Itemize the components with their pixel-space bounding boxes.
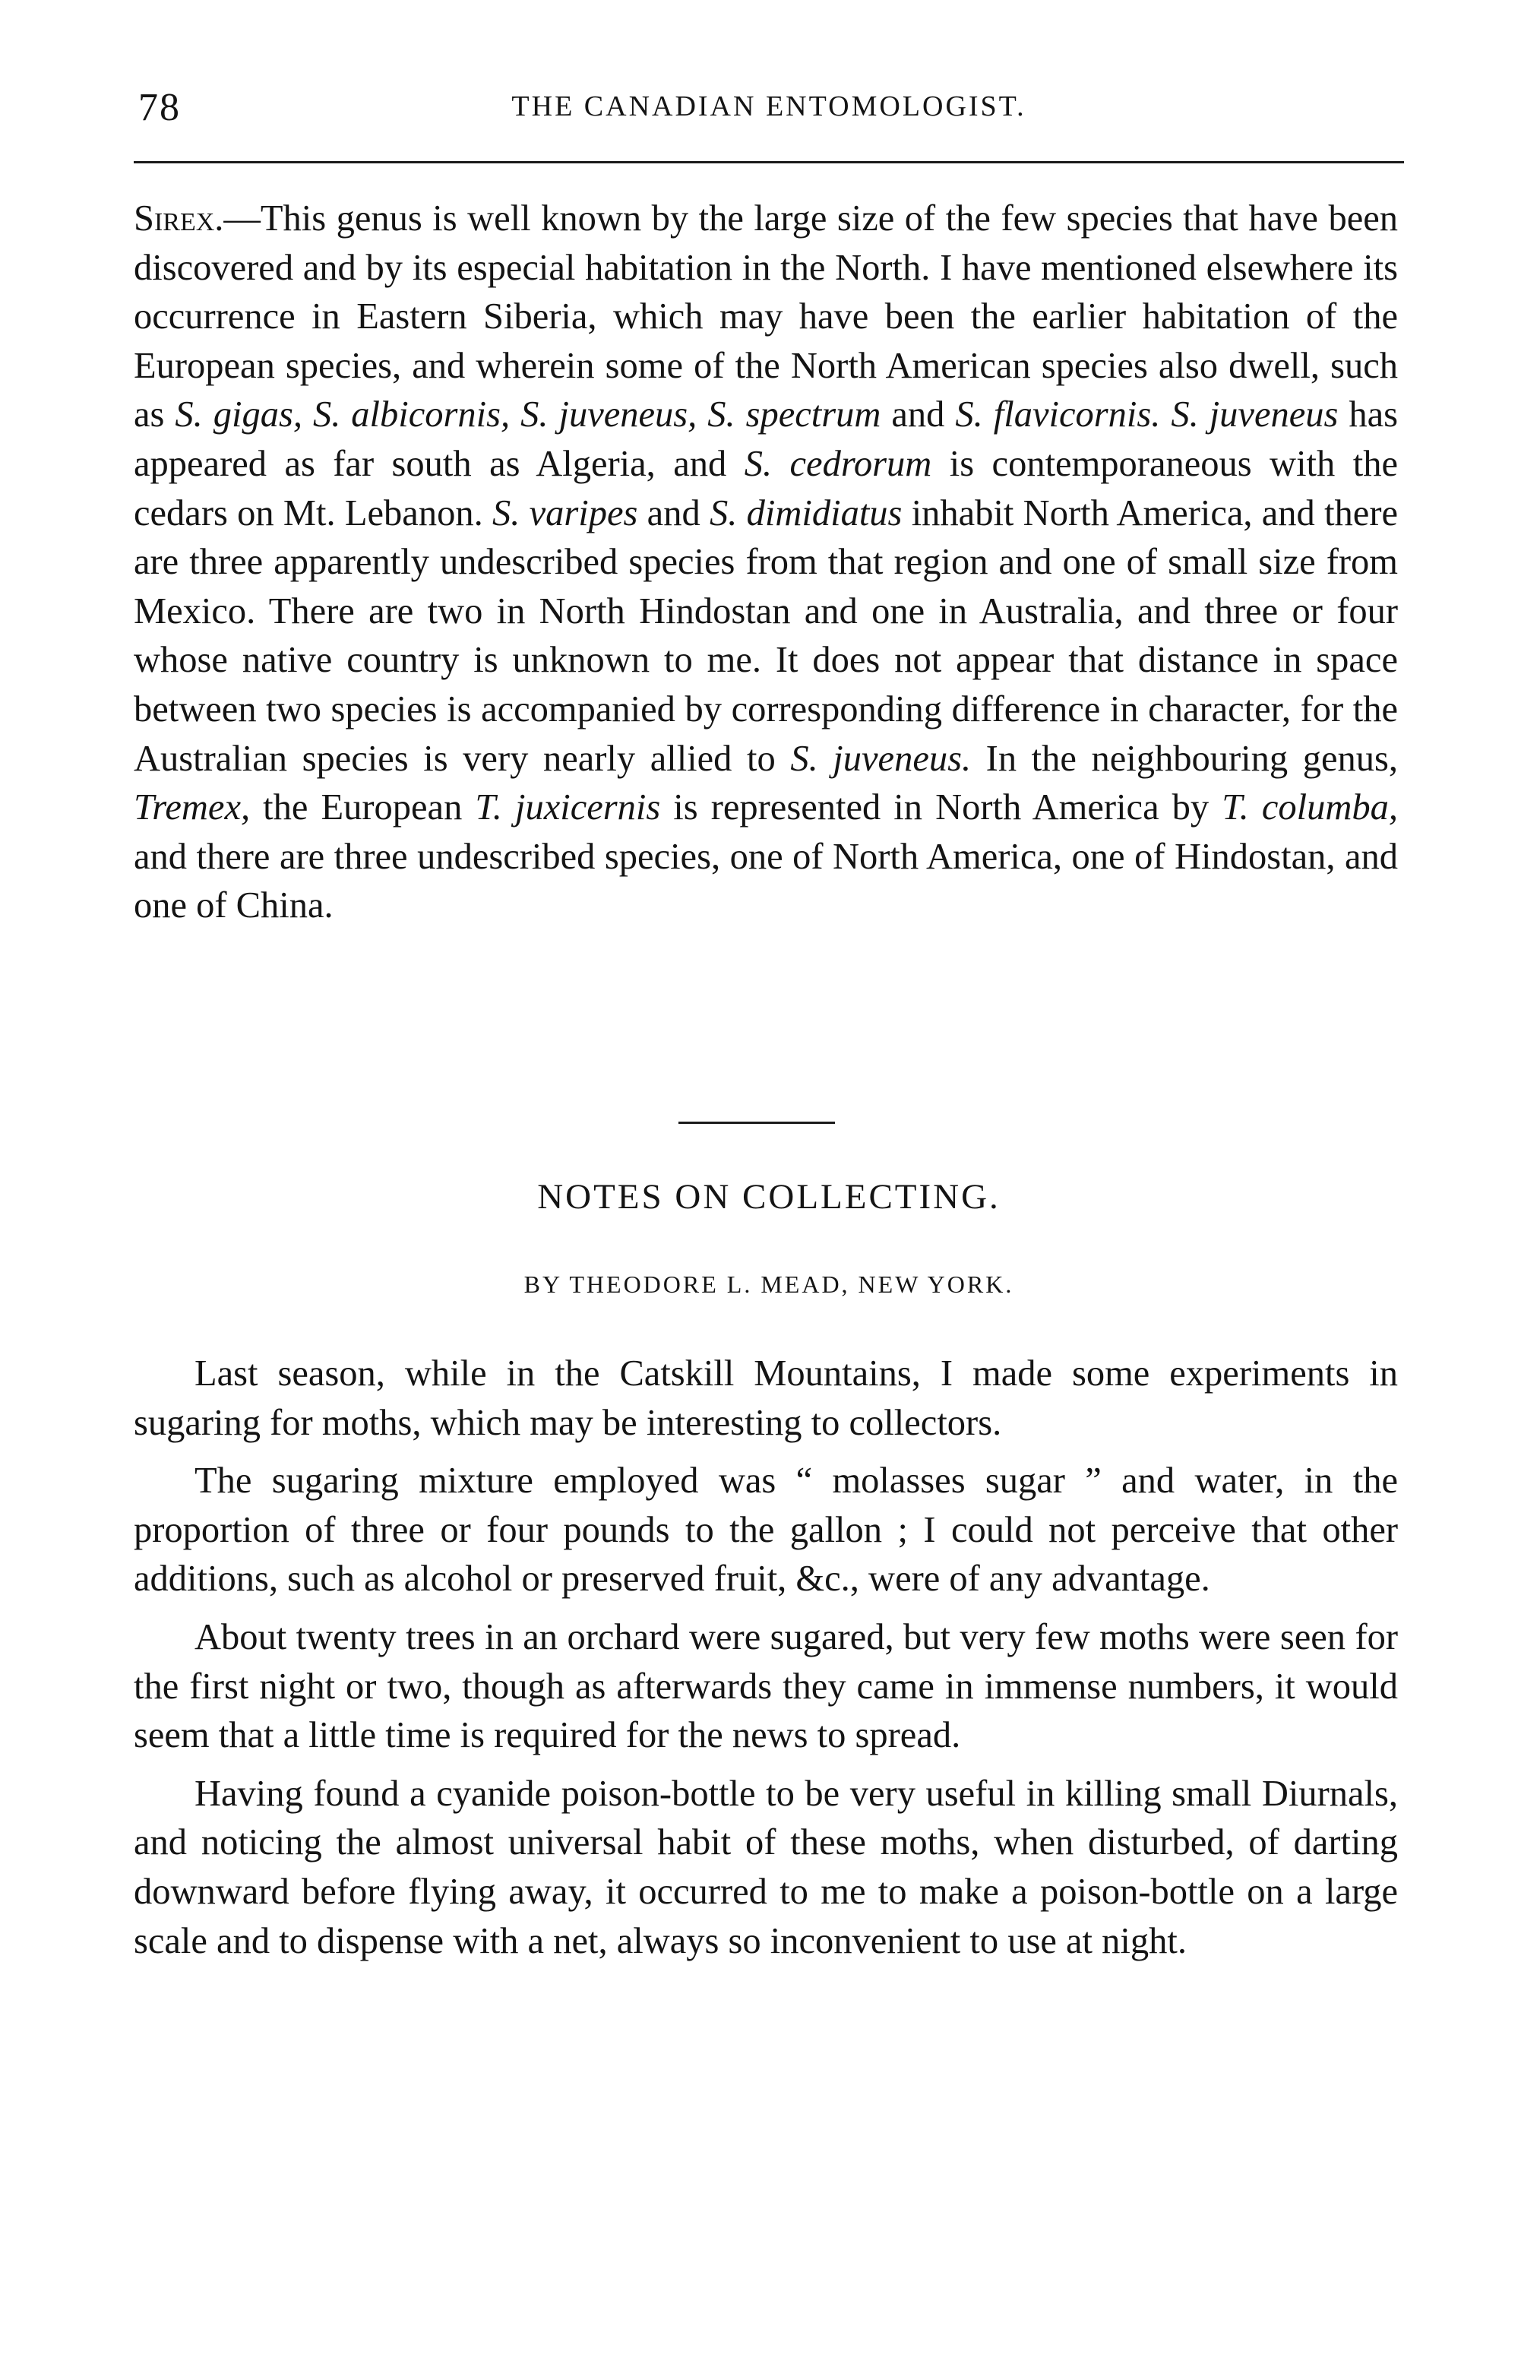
species-name: T. juxicernis: [475, 787, 661, 828]
article-body: [134, 1350, 1398, 1975]
sirex-text: the European: [250, 787, 476, 828]
article-paragraph: Last season, while in the Catskill Mountains, I made some experiments in sugaring for moths, which may be interesting to collectors.: [134, 1353, 1398, 1443]
species-name: S. dimidiatus: [709, 492, 903, 533]
article-paragraph: Having found a cyanide poison-bottle to be very useful in killing small Diurnals, and noticing the almost universal habit of these moths, when disturbed, of darting downward before flying away, it occurred to me to make a poison-bottle on a large scale and to dispense with a net, always so inconvenient to use at night.: [134, 1773, 1398, 1961]
genus-lead: Sirex.: [134, 198, 224, 239]
running-head: [134, 81, 1404, 134]
article-paragraph: About twenty trees in an orchard were sugared, but very few moths were seen for the first night or two, though as afterwards they came in immense numbers, it would seem that a little time is required for the news to spread.: [134, 1616, 1398, 1756]
article-paragraph: The sugaring mixture employed was “ molasses sugar ” and water, in the proportion of three or four pounds to the gallon ; I could not perceive that other additions, such as alcohol or preserved fruit, &c., were of any advantage.: [134, 1461, 1398, 1600]
journal-title: THE CANADIAN ENTOMOLOGIST.: [511, 90, 1026, 122]
article-byline: BY THEODORE L. MEAD, NEW YORK.: [523, 1271, 1014, 1298]
sirex-paragraph: [134, 195, 1398, 931]
section-divider: [678, 1122, 835, 1124]
species-name: S. flavicornis. S. juveneus: [955, 394, 1339, 435]
species-name: S. varipes: [492, 492, 638, 533]
genus-name: Tremex,: [134, 787, 251, 828]
species-name: T. columba,: [1222, 787, 1398, 828]
sirex-section: [134, 195, 1398, 931]
article-title: NOTES ON COLLECTING.: [537, 1177, 1001, 1217]
sirex-text: and: [881, 394, 956, 435]
species-name: S. gigas, S. albicornis, S. juveneus, S. spectrum: [175, 394, 881, 435]
sirex-text: is represented in North America by: [660, 787, 1222, 828]
sirex-text: is contemporaneous with the cedars on Mt. Lebanon.: [134, 443, 1398, 533]
sirex-text: and: [637, 492, 710, 533]
species-name: S. juveneus.: [790, 738, 972, 779]
header-rule: [134, 161, 1404, 163]
page-number: 78: [138, 86, 181, 129]
sirex-text: —This genus is well known by the large size of the few species that have been discovered and by its especial habitation in the North. I have mentioned elsewhere its occurrence in Eastern Siberia, which may have been the earlier habitation of the European species, and wherein some of the North American species also dwell, such as: [134, 198, 1398, 435]
sirex-text: inhabit North America, and there are three apparently undescribed species from that region and one of small size from Mexico. There are two in North Hindostan and one in Australia, and three or four whose native country is unknown to me. It does not appear that distance in space between two species is accompanied by corresponding difference in character, for the Australian species is very nearly allied to: [134, 492, 1399, 779]
sirex-text: In the neighbouring genus,: [971, 738, 1398, 779]
sirex-text: and there are three undescribed species, one of North America, one of Hindostan, and one of China.: [134, 836, 1398, 926]
sirex-text: has appeared as far south as Algeria, and: [134, 394, 1399, 484]
species-name: S. cedrorum: [744, 443, 932, 484]
